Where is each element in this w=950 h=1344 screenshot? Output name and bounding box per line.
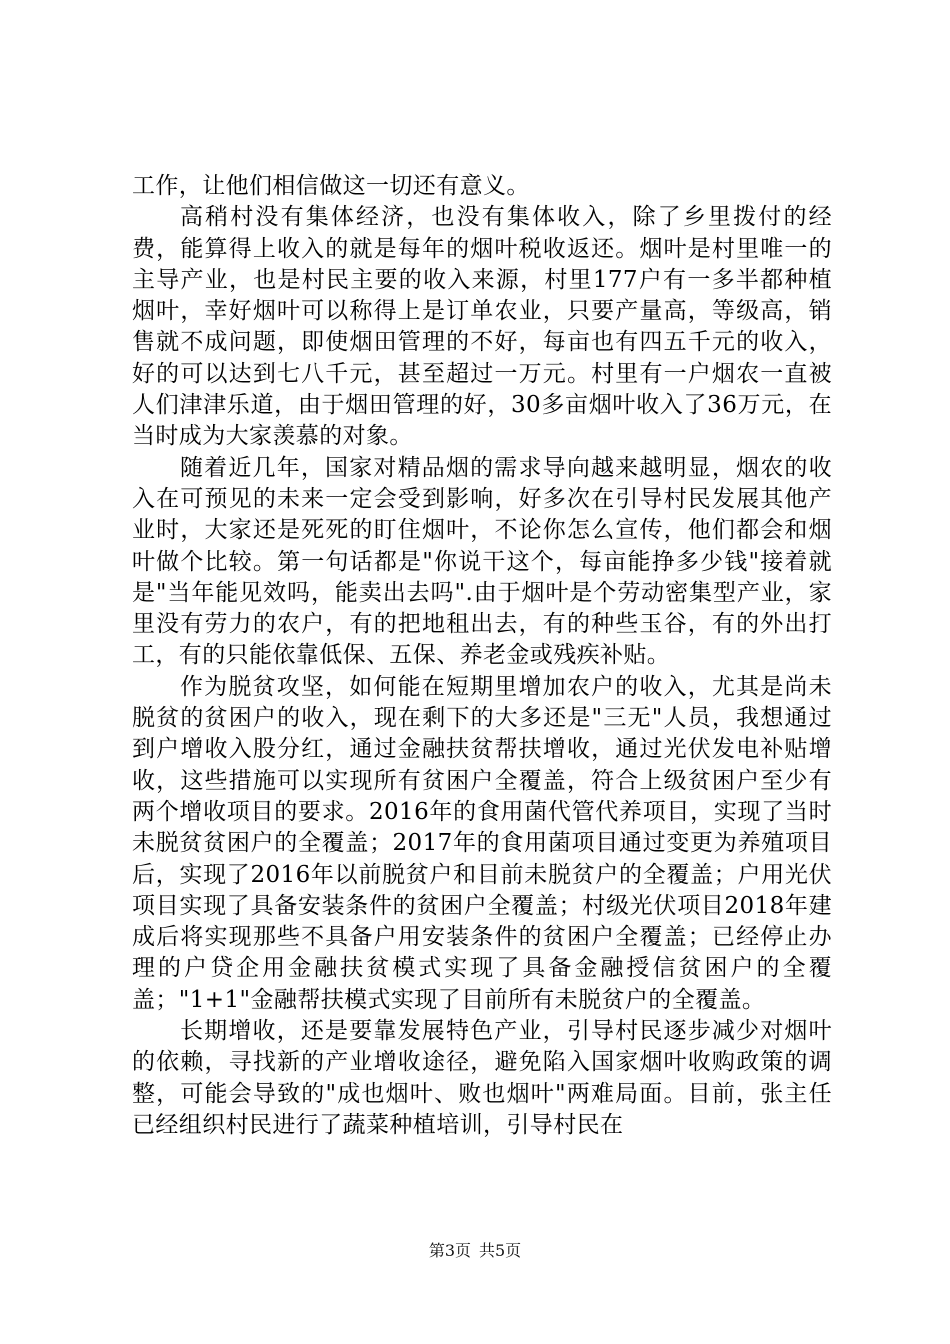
paragraph-2: 高稍村没有集体经济，也没有集体收入，除了乡里拨付的经费，能算得上收入的就是每年的烟叶税收返还。烟叶是村里唯一的主导产业，也是村民主要的收入来源，村里177户有一多半都种植烟叶，幸好烟叶可以称得上是订单农业，只要产量高，等级高，销售就不成问题，即使烟田管理的不好，每亩也有四五千元的收入，好的可以达到七八千元，甚至超过一万元。村里有一户烟农一直被人们津津乐道，由于烟田管理的好，30多亩烟叶收入了36万元，在当时成为大家羡慕的对象。: [132, 204, 832, 450]
paragraph-4: 作为脱贫攻坚，如何能在短期里增加农户的收入，尤其是尚未脱贫的贫困户的收入，现在剩下的大多还是"三无"人员，我想通过到户增收入股分红，通过金融扶贫帮扶增收，通过光伏发电补贴增收，这些措施可以实现所有贫困户全覆盖，符合上级贫困户至少有两个增收项目的要求。2016年的食用菌代管代养项目，实现了当时未脱贫贫困户的全覆盖；2017年的食用菌项目通过变更为养殖项目后，实现了2016年以前脱贫户和目前未脱贫户的全覆盖；户用光伏项目实现了具备安装条件的贫困户全覆盖；村级光伏项目2018年建成后将实现那些不具备户用安装条件的贫困户全覆盖；已经停止办理的户贷企用金融扶贫模式实现了具备金融授信贫困户的全覆盖；"1+1"金融帮扶模式实现了目前所有未脱贫户的全覆盖。: [132, 673, 832, 1013]
page-total: 共5页: [479, 1241, 522, 1260]
paragraph-3: 随着近几年，国家对精品烟的需求导向越来越明显，烟农的收入在可预见的未来一定会受到影响，好多次在引导村民发展其他产业时，大家还是死死的盯住烟叶，不论你怎么宣传，他们都会和烟叶做个比较。第一句话都是"你说干这个，每亩能挣多少钱"接着就是"当年能见效吗，能卖出去吗".由于烟叶是个劳动密集型产业，家里没有劳力的农户，有的把地租出去，有的种些玉谷，有的外出打工，有的只能依靠低保、五保、养老金或残疾补贴。: [132, 454, 832, 669]
page-number: 第3页: [428, 1241, 471, 1260]
page-footer: [0, 1241, 950, 1261]
document-body: [132, 171, 832, 1141]
paragraph-1: 工作，让他们相信做这一切还有意义。: [132, 173, 530, 199]
paragraph-5: 长期增收，还是要靠发展特色产业，引导村民逐步减少对烟叶的依赖，寻找新的产业增收途径，避免陷入国家烟叶收购政策的调整，可能会导致的"成也烟叶、败也烟叶"两难局面。目前，张主任已经组织村民进行了蔬菜种植培训，引导村民在: [132, 1018, 832, 1138]
